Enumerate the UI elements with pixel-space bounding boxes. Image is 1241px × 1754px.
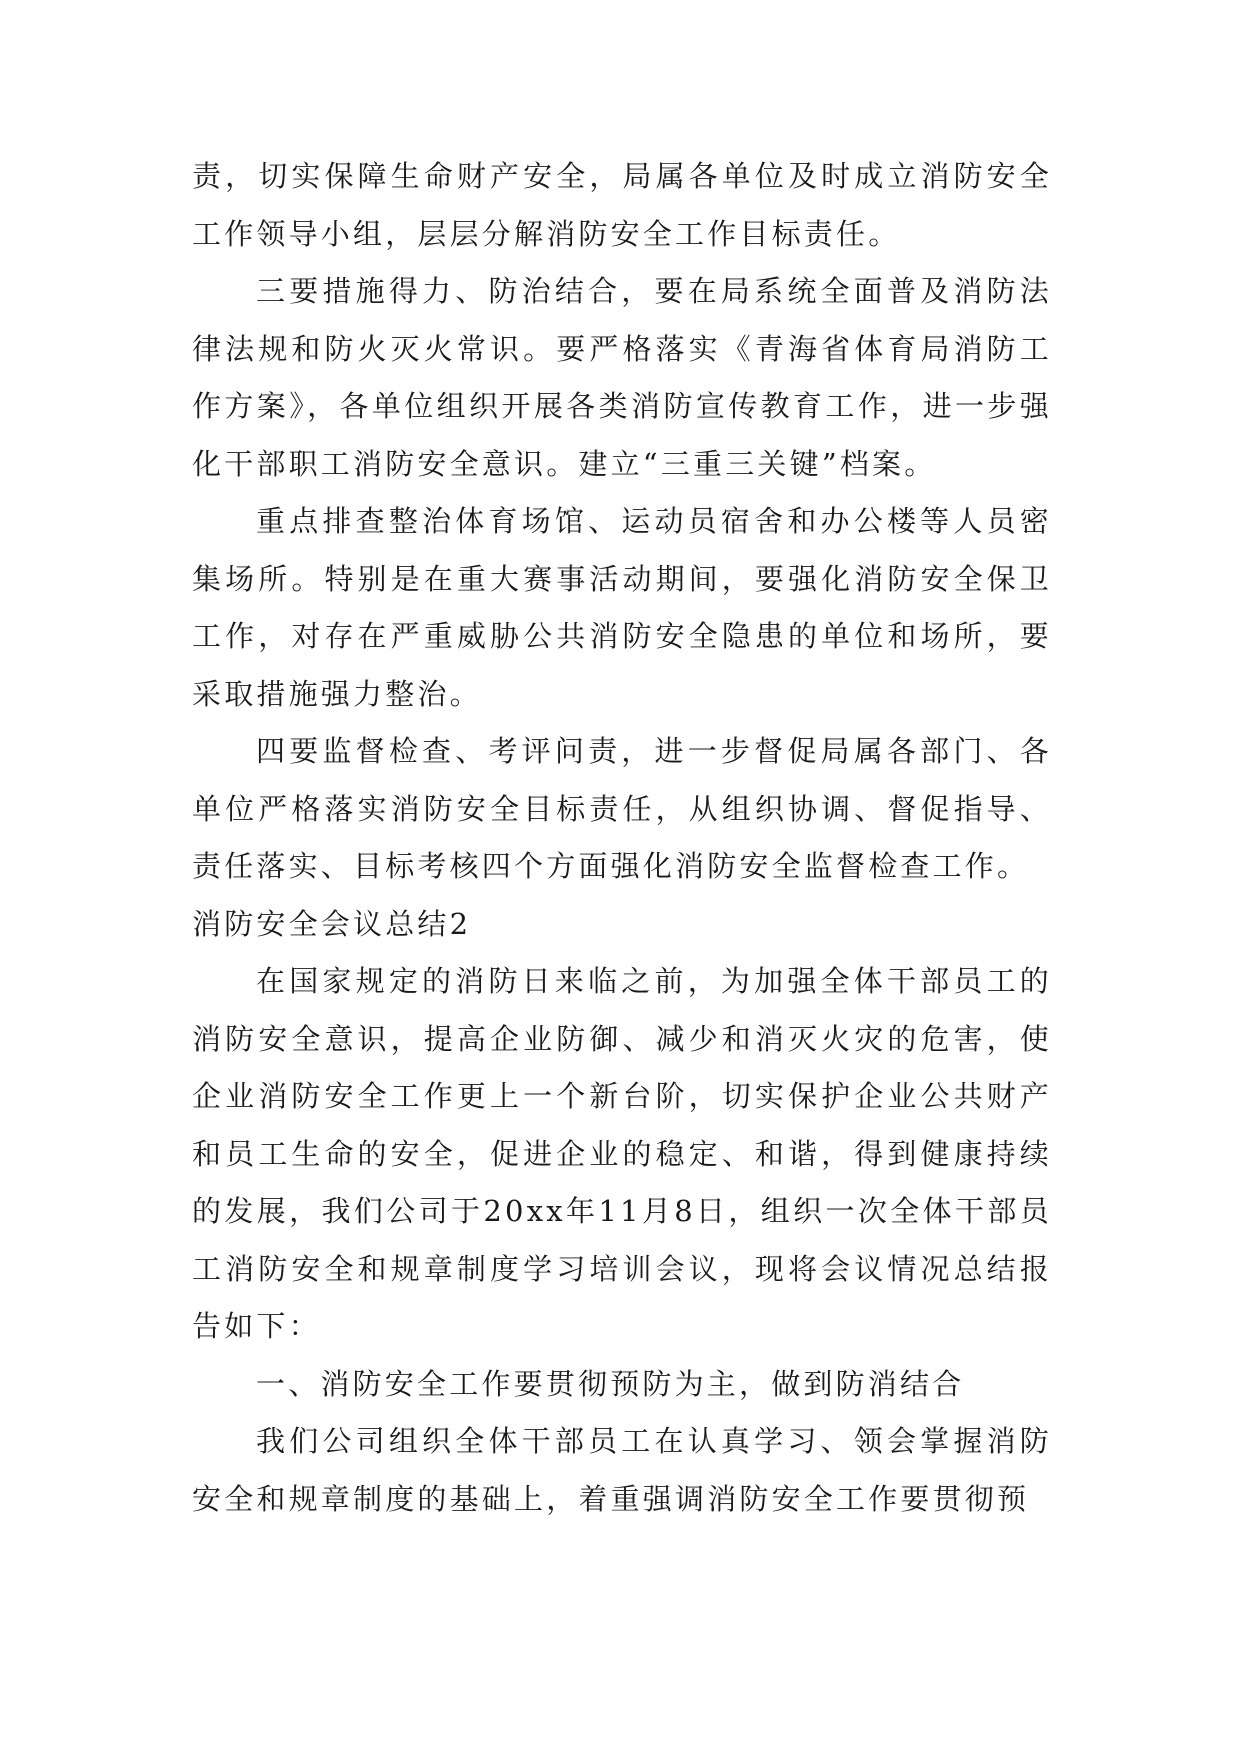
document-page <box>192 148 1052 1528</box>
paragraph-inspection: 重点排查整治体育场馆、运动员宿舍和办公楼等人员密集场所。特别是在重大赛事活动期间，要强化消防安全保卫工作，对存在严重威胁公共消防安全隐患的单位和场所，要采取措施强力整治。 <box>192 504 1052 711</box>
paragraph-measures: 三要措施得力、防治结合，要在局系统全面普及消防法律法规和防火灭火常识。要严格落实《青海省体育局消防工作方案》，各单位组织开展各类消防宣传教育工作，进一步强化干部职工消防安全意识。建立“三重三关键”档案。 <box>192 274 1052 481</box>
paragraph-intro: 在国家规定的消防日来临之前，为加强全体干部员工的消防安全意识，提高企业防御、减少和消灭火灾的危害，使企业消防安全工作更上一个新台阶，切实保护企业公共财产和员工生命的安全，促进企业的稳定、和谐，得到健康持续的发展，我们公司于20xx年11月8日，组织一次全体干部员工消防安全和规章制度学习培训会议，现将会议情况总结报告如下： <box>192 964 1052 1343</box>
paragraph-training: 我们公司组织全体干部员工在认真学习、领会掌握消防安全和规章制度的基础上，着重强调消防安全工作要贯彻预 <box>192 1424 1052 1516</box>
paragraph-responsibility: 责，切实保障生命财产安全，局属各单位及时成立消防安全工作领导小组，层层分解消防安全工作目标责任。 <box>192 159 1052 251</box>
paragraph-supervision: 四要监督检查、考评问责，进一步督促局属各部门、各单位严格落实消防安全目标责任，从组织协调、督促指导、责任落实、目标考核四个方面强化消防安全监督检查工作。 <box>192 734 1052 883</box>
subheading-prevention: 一、消防安全工作要贯彻预防为主，做到防消结合 <box>256 1366 965 1401</box>
section-title: 消防安全会议总结2 <box>192 906 472 941</box>
